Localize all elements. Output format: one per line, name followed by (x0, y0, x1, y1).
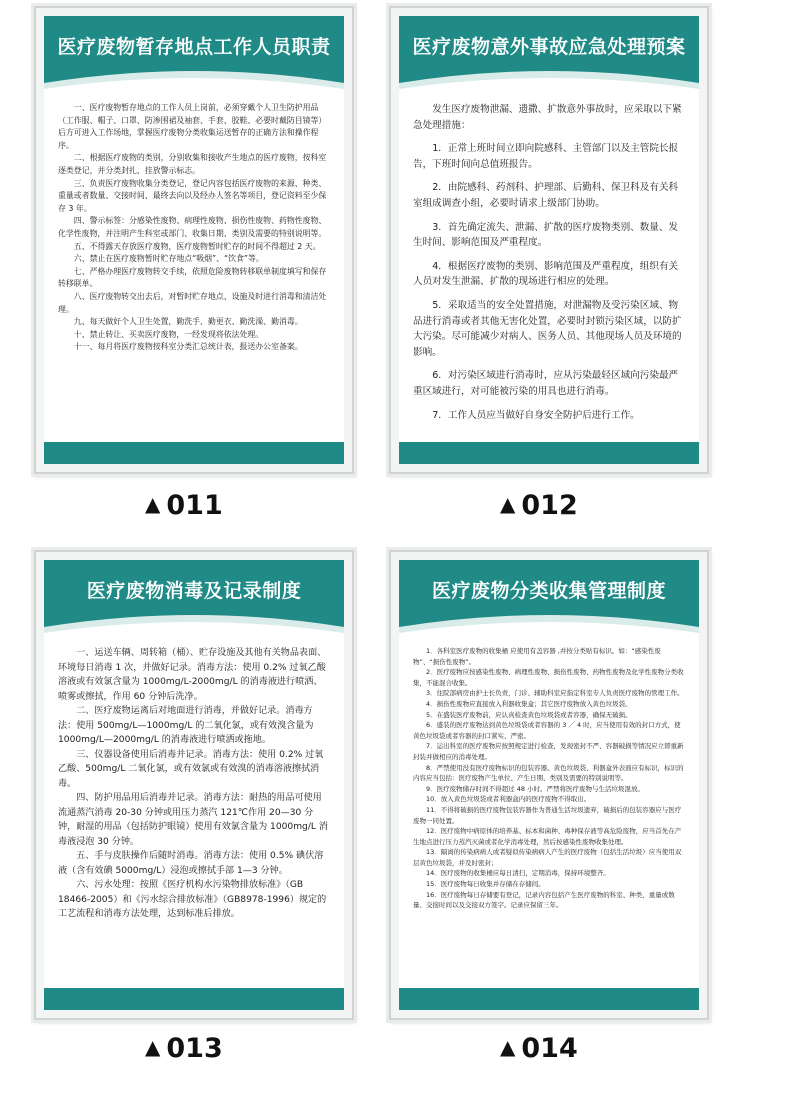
paragraph: 4．损伤性废物应直接放入利器收集盒；其它医疗废物放入黄色垃圾袋。 (426, 699, 632, 708)
paragraph: 四、防护用品用后消毒并记录。消毒方法：耐热的用品可使用流通蒸汽消毒 20-30 分钟或用压力蒸汽 121℃作用 20—30 分钟，耐湿的用品（包括防护眼镜）使用有效氯含量为 1000mg/L 消毒液浸泡 30 分钟。 (58, 793, 328, 847)
paragraph: 发生医疗废物泄漏、遗撒、扩散意外事故时，应采取以下紧急处理措施： (413, 104, 682, 131)
paragraph: 二、根据医疗废物的类别，分别收集和接收产生地点的医疗废物，按科室逐类登记，并分类封扎，挂放警示标志。 (58, 153, 327, 175)
poster-footer-band (399, 442, 699, 464)
paragraph: 1．各科室医疗废物的收集桶 应使用有盖容器 ,并按分类贴有标识。如：“感染性废物”、“损伤性废物”。 (413, 647, 661, 666)
paragraph: 三、负责医疗废物收集分类登记，登记内容包括医疗废物的来源、种类、重量或者数量、交接时间、最终去向以及经办人签名等项目，登记资料至少保存 3 年。 (58, 178, 327, 213)
paragraph: 十一、每月将医疗废物按科室分类汇总统计表，报送办公室备案。 (73, 342, 303, 352)
poster-footer-band (44, 988, 344, 1010)
paragraph: 11．不得将破损的医疗废物包装容器作为普通生活垃圾遗弃，破损后的包装容器应与医疗废物一同处置。 (413, 805, 682, 825)
poster-label-012 (500, 490, 578, 521)
poster-label-011 (145, 490, 223, 521)
poster-board (44, 560, 344, 1010)
poster-header (44, 560, 344, 638)
paragraph: 7．工作人员应当做好自身安全防护后进行工作。 (432, 409, 640, 421)
label-number: 014 (521, 1033, 578, 1064)
paragraph: 十、禁止转让、买卖医疗废物，一经发现将依法处理。 (73, 329, 264, 339)
poster-header (399, 16, 699, 94)
poster-body (58, 102, 330, 436)
paragraph: 4．根据医疗废物的类别、影响范围及严重程度，组织有关人员对发生泄漏、扩散的现场进行相应的处理。 (413, 260, 679, 288)
paragraph: 2．医疗废物应按感染性废物、病理性废物、损伤性废物、药物性废物及化学性废物分类收集，不能混合收集。 (413, 668, 684, 687)
paragraph: 3．首先确定流失、泄漏、扩散的医疗废物类别、数量、发生时间、影响范围及严重程度。 (413, 221, 679, 249)
paragraph: 15．医疗废物每日收集并存储在存储间。 (426, 880, 545, 889)
poster-title: 医疗废物暂存地点工作人员职责 (57, 36, 331, 58)
paragraph: 2．由院感科、药剂科、护理部、后勤科、保卫科及有关科室组成调查小组，必要时请求上级部门协助。 (413, 182, 679, 209)
poster-body (413, 646, 685, 982)
poster-header (44, 16, 344, 94)
poster-014 (389, 550, 709, 1020)
poster-board (399, 560, 699, 1010)
poster-title: 医疗废物分类收集管理制度 (431, 580, 666, 602)
poster-title: 医疗废物意外事故应急处理预案 (412, 36, 686, 58)
paragraph: 12．医疗废物中病原体的培养基、标本和菌种、毒种保存液等高危险废物，应当首先在产生地点进行压力蒸汽灭菌或者化学消毒处理，然后按感染性废物收集处理。 (413, 827, 682, 846)
poster-body (58, 646, 330, 982)
poster-header (399, 560, 699, 638)
triangle-up-icon: ▲ (500, 492, 516, 516)
paragraph: 6．盛装的医疗废物达到黄色垃圾袋或者容器的 3 ／ 4 时，应当使用有效的封口方式，使黄色垃圾袋或者容器的封口紧实、严密。 (413, 721, 681, 740)
paragraph: 一、运送车辆、周转箱（桶）、贮存设施及其他有关物品表面、环境每日消毒 1 次，并做好记录。消毒方法：使用 0.2% 过氧乙酸溶液或有效氯含量为 1000mg/L-2000mg/L 的消毒液进行喷洒、喷雾或擦拭，作用 60 分钟后洗净。 (58, 648, 327, 702)
poster-label-013 (145, 1033, 223, 1064)
paragraph: 二、医疗废物运离后对地面进行消毒，并做好记录。消毒方法：使用 500mg/L—1000mg/L 的二氧化氯，或有效溴含量为 1000mg/L—2000mg/L 的消毒液进行喷洒或拖地。 (58, 706, 314, 745)
paragraph: 三、仪器设备使用后消毒并记录。消毒方法：使用 0.2% 过氧乙酸、500mg/L 二氧化氯，或有效氯或有效溴的消毒溶液擦拭消毒。 (58, 749, 324, 789)
paragraph: 16．医疗废物每日存储要有登记，记录内容包括产生医疗废物的科室、种类、重量或数量、交接时间以及交接双方签字。记录应保留三年。 (413, 890, 675, 910)
poster-board (44, 16, 344, 464)
label-number: 011 (166, 490, 223, 521)
paragraph: 5．采取适当的安全处置措施，对泄漏物及受污染区域、物品进行消毒或者其他无害化处置，必要时封锁污染区域，以防扩大污染。尽可能减少对病人、医务人员、其他现场人员及环境的影响。 (413, 299, 682, 358)
paragraph: 四、警示标签：分感染性废物、病理性废物、损伤性废物、药物性废物、化学性废物，并注明产生科室或部门、收集日期、类别及需要的特别说明等。 (58, 216, 327, 238)
triangle-up-icon: ▲ (145, 492, 161, 516)
header-wave (399, 609, 699, 639)
paragraph: 六、污水处理：按照《医疗机构水污染物排放标准》（GB 18466-2005）和《污水综合排放标准》（GB8978-1996）规定的工艺流程和消毒方法处理，达到标准后排放。 (58, 880, 327, 919)
paragraph: 7．运出科室的医疗废物应按照规定进行检查，发现密封不严、容器破损等情况应立即重新封装并做相应的消毒处理。 (413, 742, 684, 761)
poster-013 (34, 550, 354, 1020)
poster-title: 医疗废物消毒及记录制度 (86, 580, 302, 602)
paragraph: 5．在盛装医疗废物前，应认真检查黄色垃圾袋或者容器，确保无破损。 (426, 710, 632, 719)
paragraph: 9．医疗废物储存时间不得超过 48 小时。严禁将医疗废物与生活垃圾混放。 (426, 784, 645, 793)
paragraph: 八、医疗废物转交出去后，对暂时贮存地点、设施及时进行消毒和清洁处理。 (58, 291, 327, 314)
label-number: 013 (166, 1033, 223, 1064)
header-wave (44, 609, 344, 639)
poster-011 (34, 6, 354, 474)
paragraph: 8．严禁使用没有医疗废物标识的包装容器。黄色垃圾袋、利器盒外表面应有标识，标识的内容应当包括：医疗废物产生单位、产生日期、类别及需要的特别说明等。 (413, 763, 684, 783)
header-wave (399, 65, 699, 95)
poster-footer-band (399, 988, 699, 1010)
poster-012 (389, 6, 709, 474)
poster-board (399, 16, 699, 464)
paragraph: 10．放入黄色垃圾袋或者利器盒内的医疗废物不得取出。 (426, 795, 591, 804)
paragraph: 13．隔离的传染病病人或者疑似传染病病人产生的医疗废物（包括生活垃圾）应当使用双层黄色垃圾袋，并及时密封； (413, 848, 682, 867)
paragraph: 六、禁止在医疗废物暂时贮存地点“吸烟”、“饮食”等。 (73, 254, 264, 264)
poster-label-014 (500, 1033, 578, 1064)
paragraph: 一、医疗废物暂存地点的工作人员上岗前，必须穿戴个人卫生防护用品（工作服、帽子、口罩、防渗围裙及袖套、手套、胶鞋、必要时戴防目镜等）后方可进入工作场地，掌握医疗废物分类收集运送暂存的正确方法和操作程序。 (58, 103, 327, 150)
paragraph: 五、手与皮肤操作后随时消毒。消毒方法：使用 0.5% 碘伏溶液（含有效碘 5000mg/L）浸泡或擦拭手部 1—3 分钟。 (58, 851, 324, 876)
paragraph: 七、严格办理医疗废物转交手续，依照危险废物转移联单制度填写和保存转移联单。 (58, 266, 327, 289)
paragraph: 3．住院部病房由护士长负责，门诊、辅助科室应指定科室专人负责医疗废物的管理工作。 (426, 689, 684, 698)
paragraph: 五、不得露天存放医疗废物，医疗废物暂时贮存的时间不得超过 2 天。 (73, 241, 321, 251)
paragraph: 14．医疗废物的收集桶应每日清扫，定期消毒，保持环境整齐。 (426, 869, 610, 878)
triangle-up-icon: ▲ (500, 1035, 516, 1059)
label-number: 012 (521, 490, 578, 521)
triangle-up-icon: ▲ (145, 1035, 161, 1059)
header-wave (44, 65, 344, 95)
poster-body (413, 102, 685, 436)
paragraph: 6．对污染区域进行消毒时，应从污染最轻区域向污染最严重区域进行，对可能被污染的用具也进行消毒。 (413, 370, 679, 397)
paragraph: 九、每天做好个人卫生处置，勤洗手、勤更衣、勤洗澡、勤消毒。 (73, 317, 303, 327)
paragraph: 1．正常上班时间立即向院感科、主管部门以及主管院长报告，下班时间向总值班报告。 (413, 143, 679, 170)
poster-footer-band (44, 442, 344, 464)
